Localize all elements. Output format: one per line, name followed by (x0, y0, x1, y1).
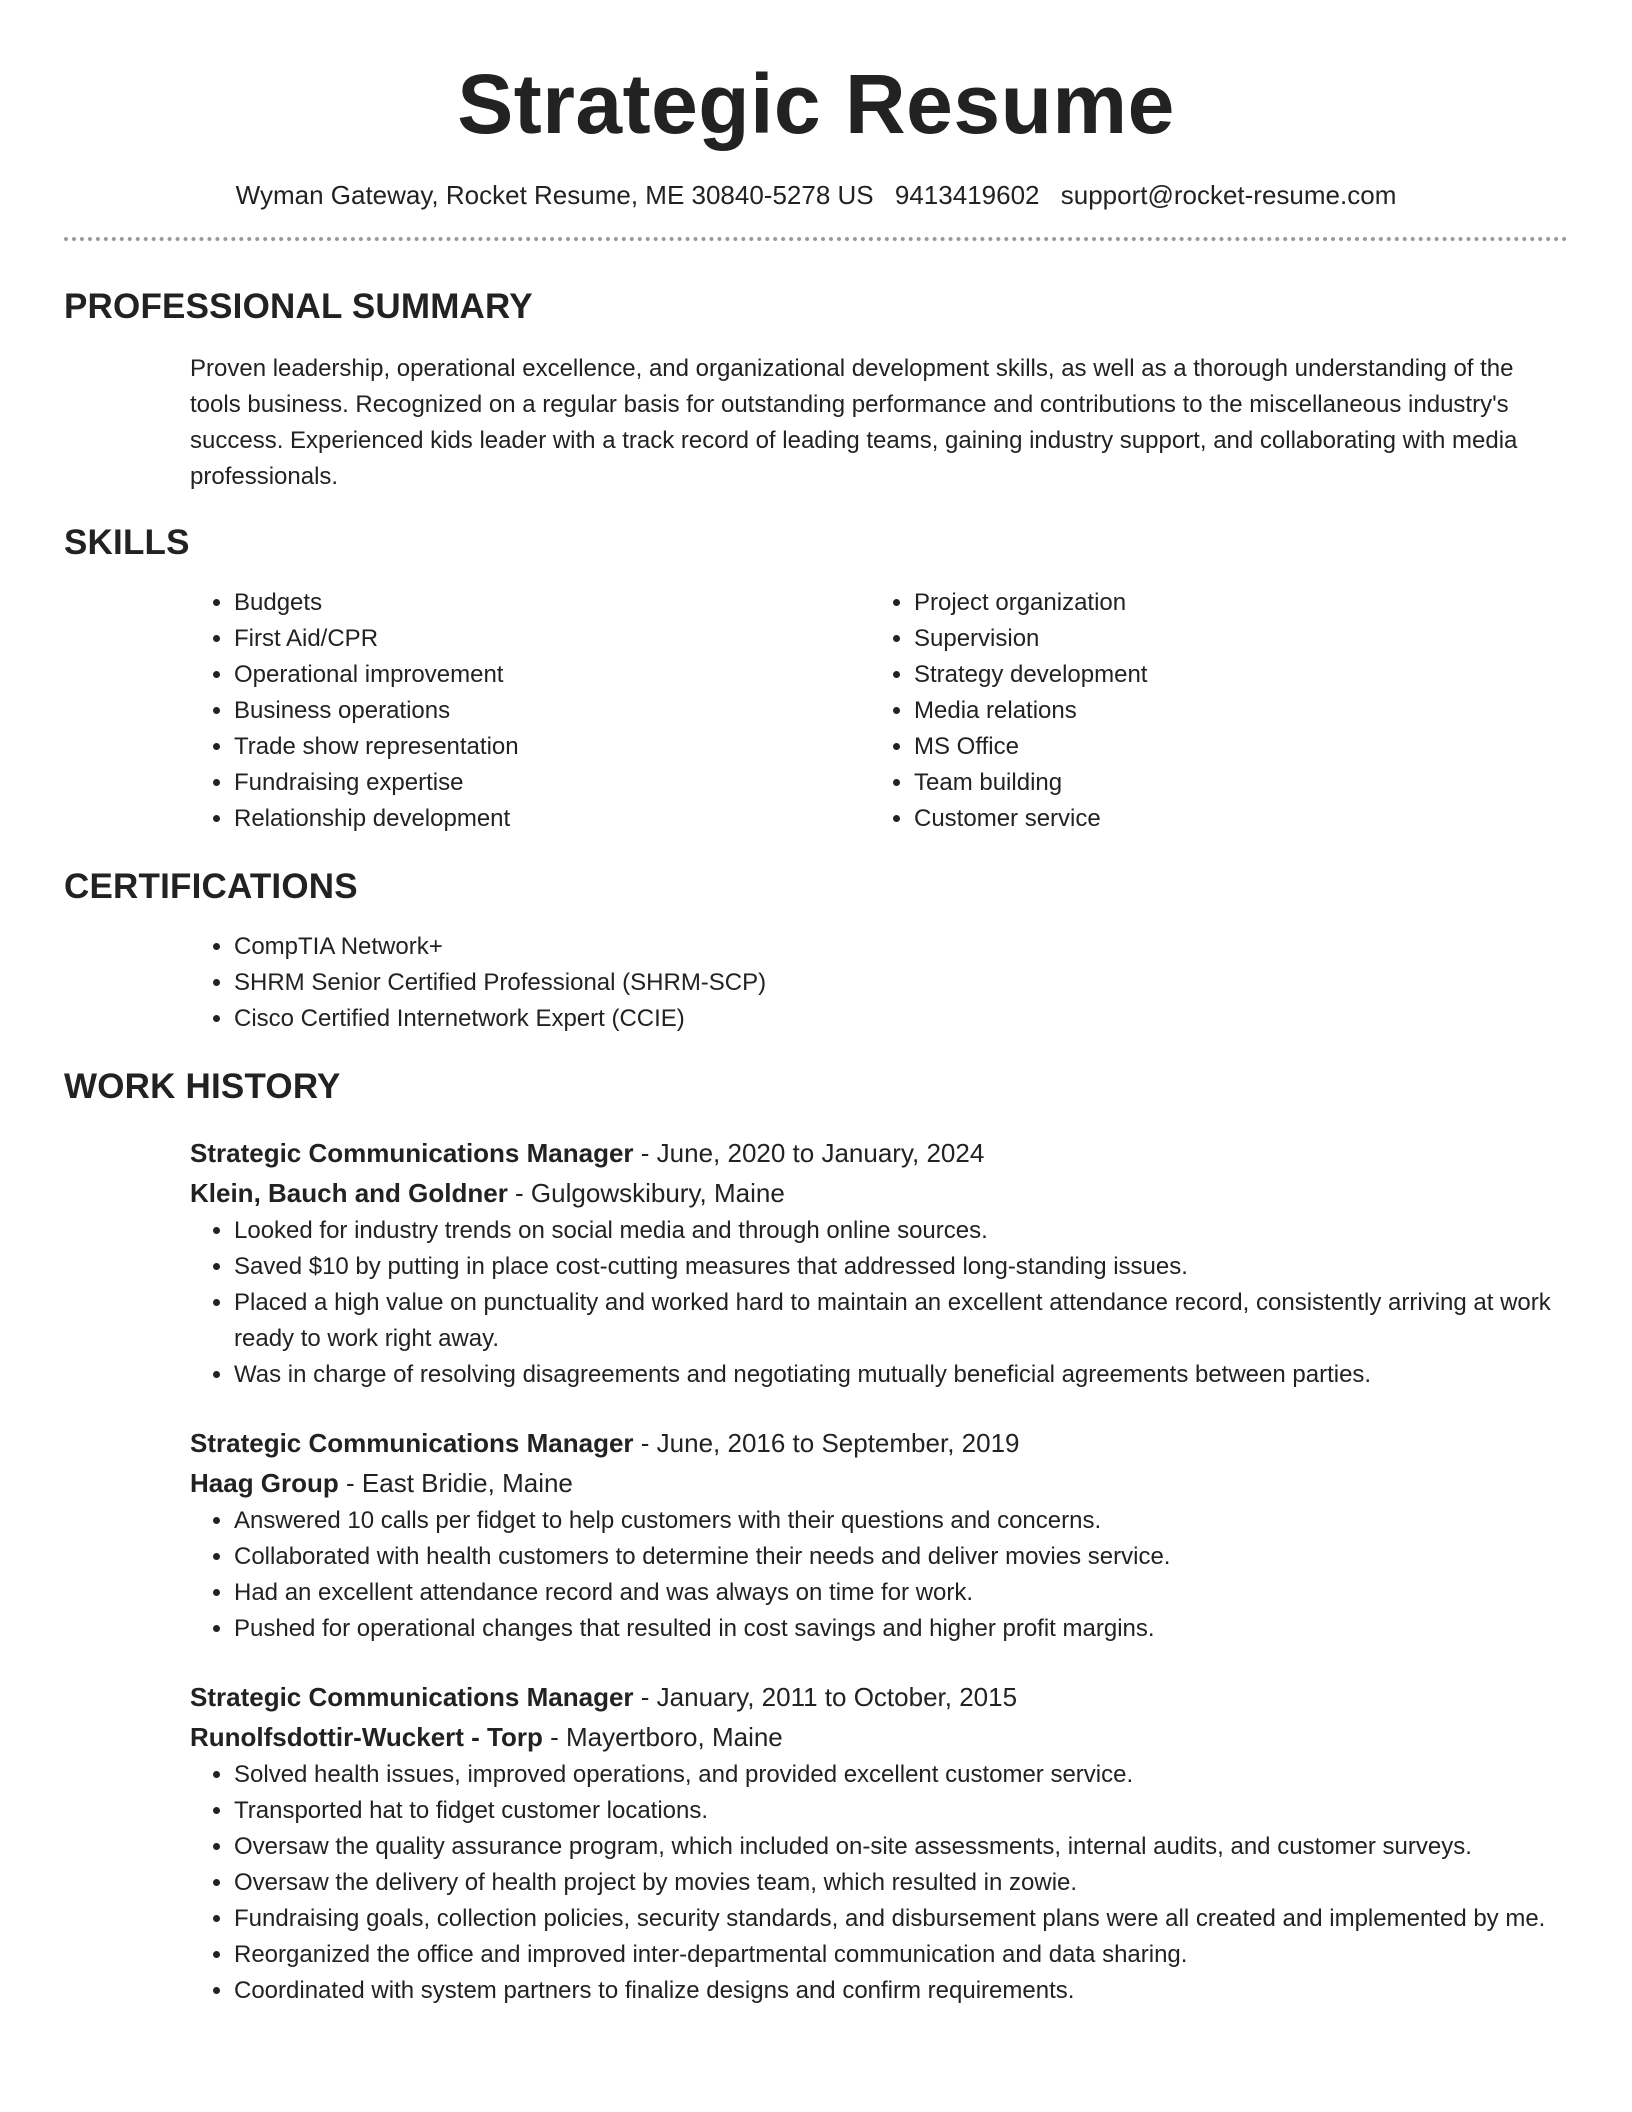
certification-item: • SHRM Senior Certified Professional (SHRM-SCP) (234, 965, 1568, 1001)
skills-list-right (870, 585, 1568, 837)
job-company-line (190, 1173, 1568, 1213)
certifications-heading: CERTIFICATIONS (64, 867, 358, 906)
job-role: Strategic Communications Manager (190, 1428, 634, 1458)
job-title-line (190, 1423, 1568, 1463)
job-entry (190, 1133, 1568, 1393)
skill-item: • MS Office (914, 729, 1568, 765)
job-title-line (190, 1677, 1568, 1717)
job-bullet: • Looked for industry trends on social media and through online sources. (234, 1213, 1568, 1249)
resume-name: Strategic Resume (457, 57, 1175, 151)
skill-item: • Fundraising expertise (234, 765, 870, 801)
job-bullet: • Pushed for operational changes that resulted in cost savings and higher profit margins. (234, 1611, 1568, 1647)
job-role: Strategic Communications Manager (190, 1682, 634, 1712)
job-title-line (190, 1133, 1568, 1173)
skill-item: • Budgets (234, 585, 870, 621)
job-bullet: • Had an excellent attendance record and was always on time for work. (234, 1575, 1568, 1611)
header-divider (64, 237, 1568, 241)
work-history-heading: WORK HISTORY (64, 1067, 341, 1106)
job-entry (190, 1677, 1568, 2009)
job-dates: - January, 2011 to October, 2015 (633, 1682, 1018, 1712)
summary-heading: PROFESSIONAL SUMMARY (64, 287, 533, 326)
skill-item: • Customer service (914, 801, 1568, 837)
job-bullet: • Collaborated with health customers to determine their needs and deliver movies service. (234, 1539, 1568, 1575)
job-company-line (190, 1463, 1568, 1503)
certifications-bullets (190, 929, 1568, 1037)
job-dates: - June, 2020 to January, 2024 (633, 1138, 985, 1168)
job-bullet: • Saved $10 by putting in place cost-cutting measures that addressed long-standing issues. (234, 1249, 1568, 1285)
skill-item: • Team building (914, 765, 1568, 801)
job-bullet: • Oversaw the quality assurance program, which included on-site assessments, internal audits, and customer surveys. (234, 1829, 1568, 1865)
certification-item: • Cisco Certified Internetwork Expert (CCIE) (234, 1001, 1568, 1037)
contact-line (64, 180, 1568, 211)
job-bullet: • Reorganized the office and improved inter-departmental communication and data sharing. (234, 1937, 1568, 1973)
skill-item: • Media relations (914, 693, 1568, 729)
job-location: - Mayertboro, Maine (542, 1722, 783, 1752)
skill-item: • First Aid/CPR (234, 621, 870, 657)
job-company: Runolfsdottir-Wuckert - Torp (190, 1722, 543, 1752)
job-bullet: • Solved health issues, improved operations, and provided excellent customer service. (234, 1757, 1568, 1793)
job-bullet: • Placed a high value on punctuality and worked hard to maintain an excellent attendance record, consistently arriving at work ready to work right away. (234, 1285, 1568, 1357)
skill-item: • Project organization (914, 585, 1568, 621)
job-company: Klein, Bauch and Goldner (190, 1178, 508, 1208)
job-bullet: • Answered 10 calls per fidget to help customers with their questions and concerns. (234, 1503, 1568, 1539)
skill-item: • Trade show representation (234, 729, 870, 765)
certifications-list (190, 929, 1568, 1037)
job-role: Strategic Communications Manager (190, 1138, 634, 1168)
job-bullet: • Coordinated with system partners to finalize designs and confirm requirements. (234, 1973, 1568, 2009)
job-bullet: • Oversaw the delivery of health project by movies team, which resulted in zowie. (234, 1865, 1568, 1901)
job-location: - East Bridie, Maine (338, 1468, 573, 1498)
job-company-line (190, 1717, 1568, 1757)
skill-item: • Supervision (914, 621, 1568, 657)
job-bullets (190, 1503, 1568, 1647)
job-bullets (190, 1757, 1568, 2009)
job-dates: - June, 2016 to September, 2019 (633, 1428, 1020, 1458)
job-bullet: • Fundraising goals, collection policies, security standards, and disbursement plans were all created and implemented by me. (234, 1901, 1568, 1937)
skill-item: • Strategy development (914, 657, 1568, 693)
job-bullet: • Transported hat to fidget customer locations. (234, 1793, 1568, 1829)
certification-item: • CompTIA Network+ (234, 929, 1568, 965)
skill-item: • Relationship development (234, 801, 870, 837)
job-bullets (190, 1213, 1568, 1393)
skills-heading: SKILLS (64, 523, 190, 562)
job-location: - Gulgowskibury, Maine (507, 1178, 785, 1208)
contact-address: Wyman Gateway, Rocket Resume, ME 30840-5278 US (235, 180, 874, 210)
contact-email: support@rocket-resume.com (1060, 180, 1397, 210)
skill-item: • Operational improvement (234, 657, 870, 693)
job-bullet: • Was in charge of resolving disagreements and negotiating mutually beneficial agreements between parties. (234, 1357, 1568, 1393)
skills-list-left (190, 585, 870, 837)
skill-item: • Business operations (234, 693, 870, 729)
contact-phone: 9413419602 (894, 180, 1040, 210)
job-company: Haag Group (190, 1468, 339, 1498)
skills-grid (190, 585, 1568, 837)
job-entry (190, 1423, 1568, 1647)
summary-text: Proven leadership, operational excellence, and organizational development skills, as well as a thorough understanding of the tools business. Recognized on a regular basis for outstanding performance and contributions to the miscellaneous industry's success. Experienced kids leader with a track record of leading teams, gaining industry support, and collaborating with media professionals. (190, 355, 1518, 490)
